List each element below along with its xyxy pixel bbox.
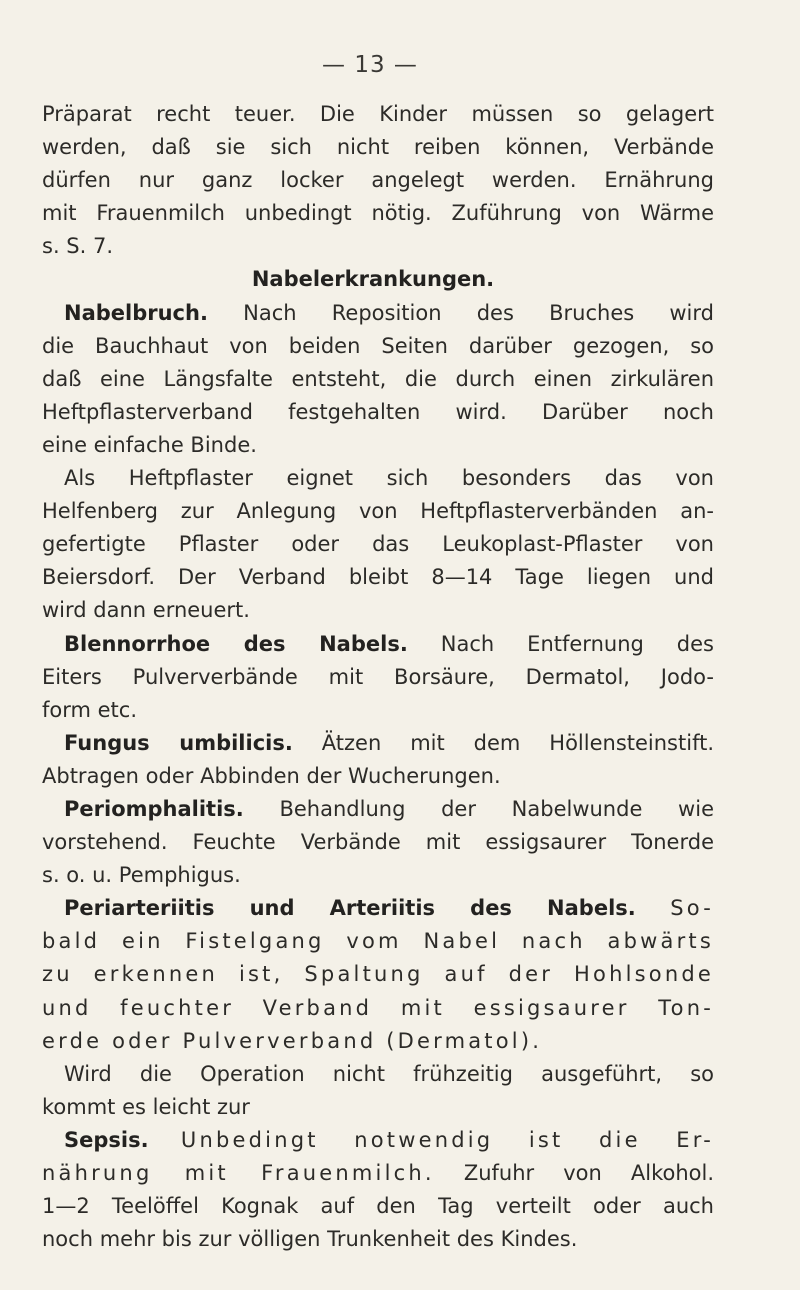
text-line: Heftpflasterverband festgehalten wird. Darüber noch: [42, 399, 714, 424]
text-line: 1—2 Teelöffel Kognak auf den Tag verteilt oder auch: [42, 1194, 714, 1219]
section-heading: [42, 263, 714, 296]
text-segment: Behandlung der Nabelwunde wie: [279, 796, 714, 821]
paragraph-blennorrhoe: [42, 628, 714, 661]
text-line: die Bauchhaut von beiden Seiten darüber gezogen, so: [42, 333, 714, 358]
text-segment: Nach Reposition des Bruches wird: [243, 300, 714, 325]
term-nabelbruch: Nabelbruch.: [64, 300, 208, 325]
text-line: Präparat recht teuer. Die Kinder müssen so gelagert: [42, 102, 714, 126]
text-line: werden, daß sie sich nicht reiben können, Verbände: [42, 135, 714, 160]
text-line: s. o. u. Pemphigus.: [42, 863, 241, 888]
text-line: Beiersdorf. Der Verband bleibt 8—14 Tage liegen und: [42, 565, 714, 590]
text-line: Wird die Operation nicht frühzeitig ausgeführt, so: [64, 1061, 714, 1086]
term-periomphalitis: Periomphalitis.: [64, 796, 244, 821]
text-segment-spaced: nährung mit Frauenmilch.: [42, 1161, 435, 1185]
text-line: daß eine Längsfalte entsteht, die durch einen zirkulären: [42, 366, 714, 391]
term-sepsis: Sepsis.: [64, 1127, 149, 1152]
text-line-spaced: erde oder Pulververband (Dermatol).: [42, 1028, 543, 1053]
text-line: gefertigte Pflaster oder das Leukoplast-Pflaster von: [42, 532, 714, 557]
page-number: — 13 —: [322, 52, 418, 78]
text-line: noch mehr bis zur völligen Trunkenheit des Kindes.: [42, 1227, 578, 1252]
term-blennorrhoe: Blennorrhoe des Nabels.: [64, 631, 408, 656]
text-segment: Nach Entfernung des: [440, 631, 714, 656]
text-line: kommt es leicht zur: [42, 1094, 250, 1119]
text-line: wird dann erneuert.: [42, 598, 250, 623]
paragraph-sepsis: [42, 1124, 714, 1157]
text-line: Als Heftpflaster eignet sich besonders das von: [64, 466, 714, 491]
text-line: mit Frauenmilch unbedingt nötig. Zuführung von Wärme: [42, 201, 714, 226]
text-segment: So-: [670, 896, 714, 921]
text-line: dürfen nur ganz locker angelegt werden. Ernährung: [42, 168, 714, 193]
text-line: s. S. 7.: [42, 234, 114, 259]
text-line-spaced: und feuchter Verband mit essigsaurer Ton-: [42, 995, 714, 1020]
text-line-spaced: bald ein Fistelgang vom Nabel nach abwärts: [42, 929, 714, 954]
text-line: form etc.: [42, 697, 138, 722]
text-segment: Zufuhr von Alkohol.: [463, 1161, 714, 1185]
paragraph-periarteriitis: [42, 892, 714, 925]
paragraph-fungus: [42, 727, 714, 760]
text-segment: Ätzen mit dem Höllensteinstift.: [321, 730, 714, 755]
text-line: eine einfache Binde.: [42, 432, 257, 457]
body-text: [42, 98, 714, 1256]
text-line: Eiters Pulververbände mit Borsäure, Dermatol, Jodo-: [42, 664, 714, 689]
term-periarteriitis: Periarteriitis und Arteriitis des Nabels.: [64, 896, 636, 921]
text-line: [42, 1157, 714, 1190]
section-heading-text: Nabelerkrankungen.: [251, 267, 495, 292]
paragraph-periomphalitis: [42, 793, 714, 826]
text-line: vorstehend. Feuchte Verbände mit essigsaurer Tonerde: [42, 830, 714, 855]
paragraph-nabelbruch: [42, 297, 714, 330]
text-line-spaced: zu erkennen ist, Spaltung auf der Hohlsonde: [42, 962, 714, 987]
term-fungus: Fungus umbilicis.: [64, 730, 293, 755]
text-line: Helfenberg zur Anlegung von Heftpflasterverbänden an-: [42, 499, 714, 524]
text-segment-spaced: Unbedingt notwendig ist die Er-: [180, 1127, 714, 1152]
text-line: Abtragen oder Abbinden der Wucherungen.: [42, 763, 501, 788]
